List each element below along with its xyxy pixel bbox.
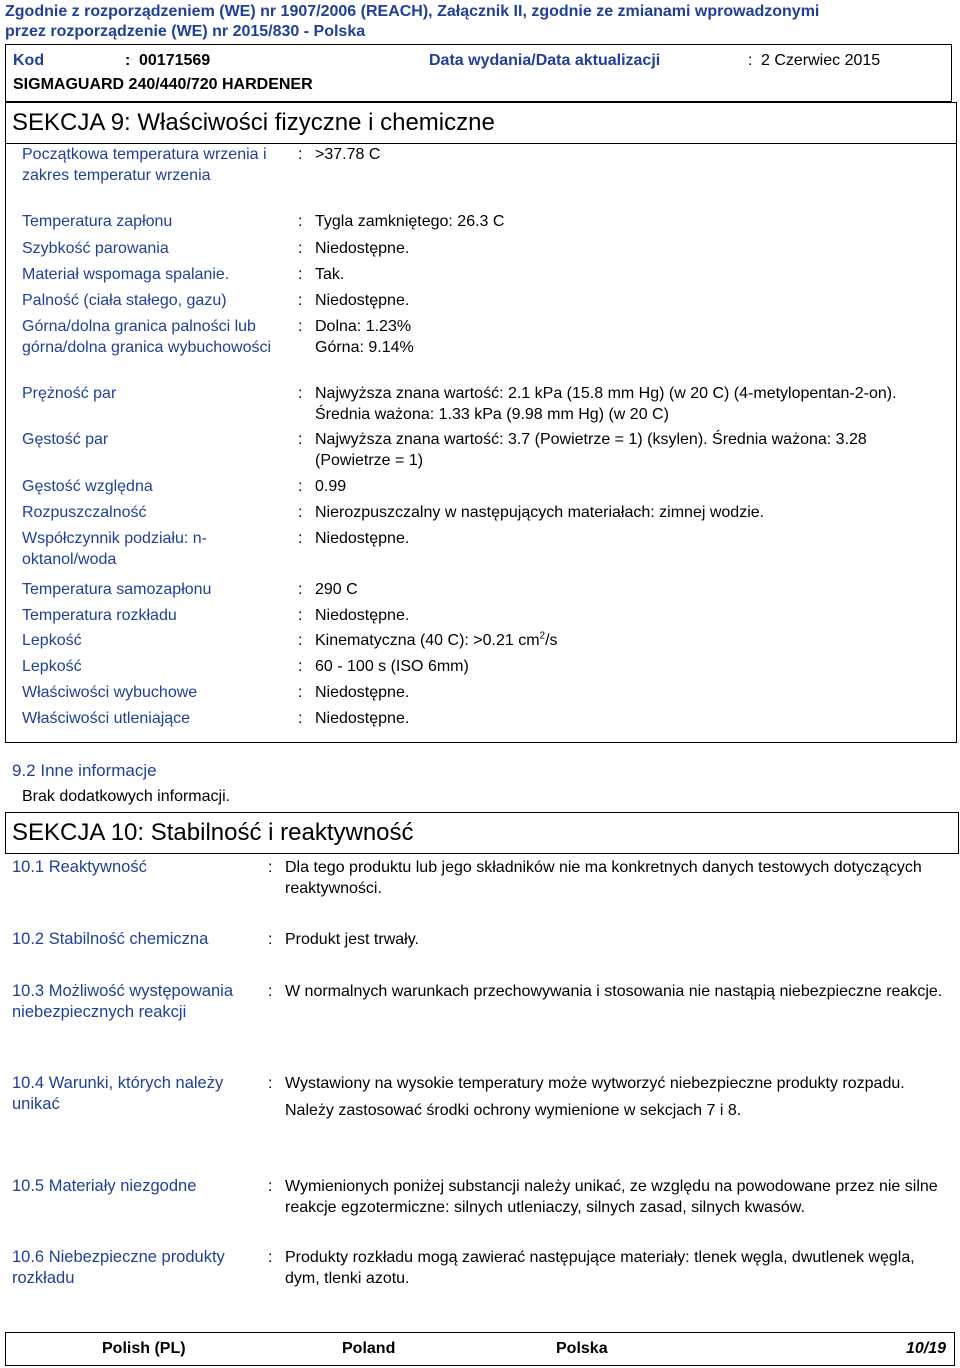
stability-value-text: Dla tego produktu lub jego składników nie ma konkretnych danych testowych dotyczących reaktywności. bbox=[285, 859, 922, 897]
page-footer bbox=[5, 1332, 955, 1366]
property-value bbox=[315, 476, 945, 497]
stability-value bbox=[285, 857, 950, 899]
property-label: Temperatura rozkładu bbox=[22, 607, 177, 624]
property-label: Temperatura zapłonu bbox=[22, 213, 173, 230]
property-value-text: 290 C bbox=[315, 581, 358, 598]
property-value bbox=[315, 528, 945, 549]
section-10-title-box bbox=[5, 812, 959, 854]
date-label: Data wydania/Data aktualizacji bbox=[429, 52, 661, 69]
stability-label: 10.1 Reaktywność bbox=[12, 858, 147, 876]
property-value-tail: /s bbox=[545, 632, 558, 649]
stability-colon: : bbox=[268, 1249, 273, 1266]
property-colon: : bbox=[298, 431, 303, 448]
property-colon: : bbox=[298, 504, 303, 521]
property-value-text: Najwyższa znana wartość: 3.7 (Powietrze = 1) (ksylen). Średnia ważona: 3.28 (Powietrze = 1) bbox=[315, 431, 867, 469]
property-value bbox=[315, 316, 945, 358]
kod-row bbox=[13, 52, 943, 70]
property-colon: : bbox=[298, 266, 303, 283]
property-label: Właściwości wybuchowe bbox=[22, 684, 198, 701]
stability-value-text: Produkt jest trwały. bbox=[285, 931, 419, 948]
stability-value bbox=[285, 1176, 950, 1218]
stability-value-text: Wymienionych poniżej substancji należy unikać, ze względu na powodowane przez nie silne reakcje egzotermiczne: silnych utleniaczy, silnych zasad, silnych kwasów. bbox=[285, 1178, 938, 1216]
property-value-text: Tak. bbox=[315, 266, 345, 283]
property-value-text: Niedostępne. bbox=[315, 607, 410, 624]
stability-value bbox=[285, 1247, 950, 1289]
property-colon: : bbox=[298, 478, 303, 495]
property-value-line-2: Górna: 9.14% bbox=[315, 339, 414, 356]
property-value-text: Niedostępne. bbox=[315, 684, 410, 701]
stability-label: 10.6 Niebezpieczne produkty rozkładu bbox=[12, 1248, 225, 1287]
product-name: SIGMAGUARD 240/440/720 HARDENER bbox=[13, 76, 313, 93]
property-value-text: Dolna: 1.23% bbox=[315, 318, 412, 335]
regulation-line-1: Zgodnie z rozporządzeniem (WE) nr 1907/2006 (REACH), Załącznik II, zgodnie ze zmianami wprowadzonymi bbox=[5, 3, 820, 20]
property-colon: : bbox=[298, 530, 303, 547]
property-label: Temperatura samozapłonu bbox=[22, 581, 212, 598]
property-value bbox=[315, 502, 945, 523]
property-value bbox=[315, 238, 945, 259]
stability-value bbox=[285, 929, 950, 950]
stability-value-line-2: Należy zastosować środki ochrony wymienione w sekcjach 7 i 8. bbox=[285, 1102, 742, 1119]
document-header bbox=[5, 2, 955, 42]
property-value bbox=[315, 290, 945, 311]
property-value bbox=[315, 383, 945, 425]
property-label: Lepkość bbox=[22, 632, 82, 649]
property-label: Rozpuszczalność bbox=[22, 504, 147, 521]
property-colon: : bbox=[298, 240, 303, 257]
property-value bbox=[315, 656, 945, 677]
footer-country: Poland bbox=[342, 1340, 396, 1357]
date-colon: : bbox=[748, 52, 753, 69]
property-label: Materiał wspomaga spalanie. bbox=[22, 266, 230, 283]
property-value bbox=[315, 264, 945, 285]
date-value: 2 Czerwiec 2015 bbox=[761, 52, 881, 69]
stability-label: 10.2 Stabilność chemiczna bbox=[12, 930, 209, 948]
stability-colon: : bbox=[268, 859, 273, 876]
stability-value bbox=[285, 1073, 950, 1121]
property-label: Prężność par bbox=[22, 385, 117, 402]
kod-value: 00171569 bbox=[139, 52, 211, 69]
stability-value-text: Produkty rozkładu mogą zawierać następujące materiały: tlenek węgla, dwutlenek węgla, dym, tlenki azotu. bbox=[285, 1249, 915, 1287]
stability-value-text: Wystawiony na wysokie temperatury może wytworzyć niebezpieczne produkty rozpadu. bbox=[285, 1075, 905, 1092]
kod-label: Kod bbox=[13, 52, 45, 69]
property-value bbox=[315, 211, 945, 232]
property-value-text: Nierozpuszczalny w następujących materiałach: zimnej wodzie. bbox=[315, 504, 765, 521]
property-colon: : bbox=[298, 684, 303, 701]
property-colon: : bbox=[298, 213, 303, 230]
property-label: Współczynnik podziału: n-oktanol/woda bbox=[22, 530, 207, 568]
property-label: Lepkość bbox=[22, 658, 82, 675]
property-colon: : bbox=[298, 292, 303, 309]
property-value-text: Kinematyczna (40 C): >0.21 cm bbox=[315, 632, 540, 649]
property-value-text: Niedostępne. bbox=[315, 292, 410, 309]
footer-language-native: Polska bbox=[556, 1340, 608, 1357]
property-value bbox=[315, 605, 945, 626]
property-colon: : bbox=[298, 385, 303, 402]
property-label: Gęstość względna bbox=[22, 478, 153, 495]
stability-colon: : bbox=[268, 1178, 273, 1195]
property-value bbox=[315, 144, 945, 165]
property-label: Początkowa temperatura wrzenia i zakres temperatur wrzenia bbox=[22, 146, 267, 184]
property-colon: : bbox=[298, 318, 303, 335]
property-label: Palność (ciała stałego, gazu) bbox=[22, 292, 227, 309]
stability-label: 10.3 Możliwość występowania niebezpiecznych reakcji bbox=[12, 982, 234, 1021]
property-value-text: Najwyższa znana wartość: 2.1 kPa (15.8 mm Hg) (w 20 C) (4-metylopentan-2-on). Średnia ważona: 1.33 kPa (9.98 mm Hg) (w 20 C) bbox=[315, 385, 897, 423]
property-value-text: Niedostępne. bbox=[315, 530, 410, 547]
property-colon: : bbox=[298, 658, 303, 675]
property-value-text: Niedostępne. bbox=[315, 710, 410, 727]
other-info-title: 9.2 Inne informacje bbox=[12, 761, 157, 780]
stability-value bbox=[285, 981, 950, 1002]
property-value bbox=[315, 579, 945, 600]
property-colon: : bbox=[298, 710, 303, 727]
stability-label: 10.5 Materiały niezgodne bbox=[12, 1177, 197, 1195]
property-value-text: >37.78 C bbox=[315, 146, 381, 163]
property-value bbox=[315, 630, 945, 651]
property-value bbox=[315, 429, 945, 471]
property-value-text: 60 - 100 s (ISO 6mm) bbox=[315, 658, 469, 675]
property-value bbox=[315, 682, 945, 703]
property-label: Właściwości utleniające bbox=[22, 710, 191, 727]
product-header-box bbox=[5, 44, 952, 102]
property-label: Szybkość parowania bbox=[22, 240, 169, 257]
stability-label: 10.4 Warunki, których należy unikać bbox=[12, 1074, 224, 1113]
property-label: Gęstość par bbox=[22, 431, 109, 448]
property-value-superscript: 2 bbox=[539, 630, 546, 642]
property-label: Górna/dolna granica palności lub górna/dolna granica wybuchowości bbox=[22, 318, 272, 356]
footer-page-number: 10/19 bbox=[906, 1340, 947, 1357]
property-value-text: Niedostępne. bbox=[315, 240, 410, 257]
section-9-title-box bbox=[5, 102, 957, 144]
stability-colon: : bbox=[268, 931, 273, 948]
property-colon: : bbox=[298, 581, 303, 598]
other-info-text: Brak dodatkowych informacji. bbox=[22, 788, 231, 805]
kod-colon: : bbox=[125, 52, 131, 69]
section-10-title: SEKCJA 10: Stabilność i reaktywność bbox=[12, 819, 414, 846]
property-value bbox=[315, 708, 945, 729]
stability-value-text: W normalnych warunkach przechowywania i stosowania nie nastąpią niebezpieczne reakcje. bbox=[285, 983, 943, 1000]
regulation-line-2: przez rozporządzenie (WE) nr 2015/830 - Polska bbox=[5, 23, 366, 40]
stability-colon: : bbox=[268, 983, 273, 1000]
property-colon: : bbox=[298, 632, 303, 649]
stability-colon: : bbox=[268, 1075, 273, 1092]
property-colon: : bbox=[298, 607, 303, 624]
footer-language: Polish (PL) bbox=[102, 1340, 186, 1357]
property-value-text: Tygla zamkniętego: 26.3 C bbox=[315, 213, 505, 230]
section-9-title: SEKCJA 9: Właściwości fizyczne i chemiczne bbox=[12, 109, 495, 136]
property-value-text: 0.99 bbox=[315, 478, 347, 495]
property-colon: : bbox=[298, 146, 303, 163]
